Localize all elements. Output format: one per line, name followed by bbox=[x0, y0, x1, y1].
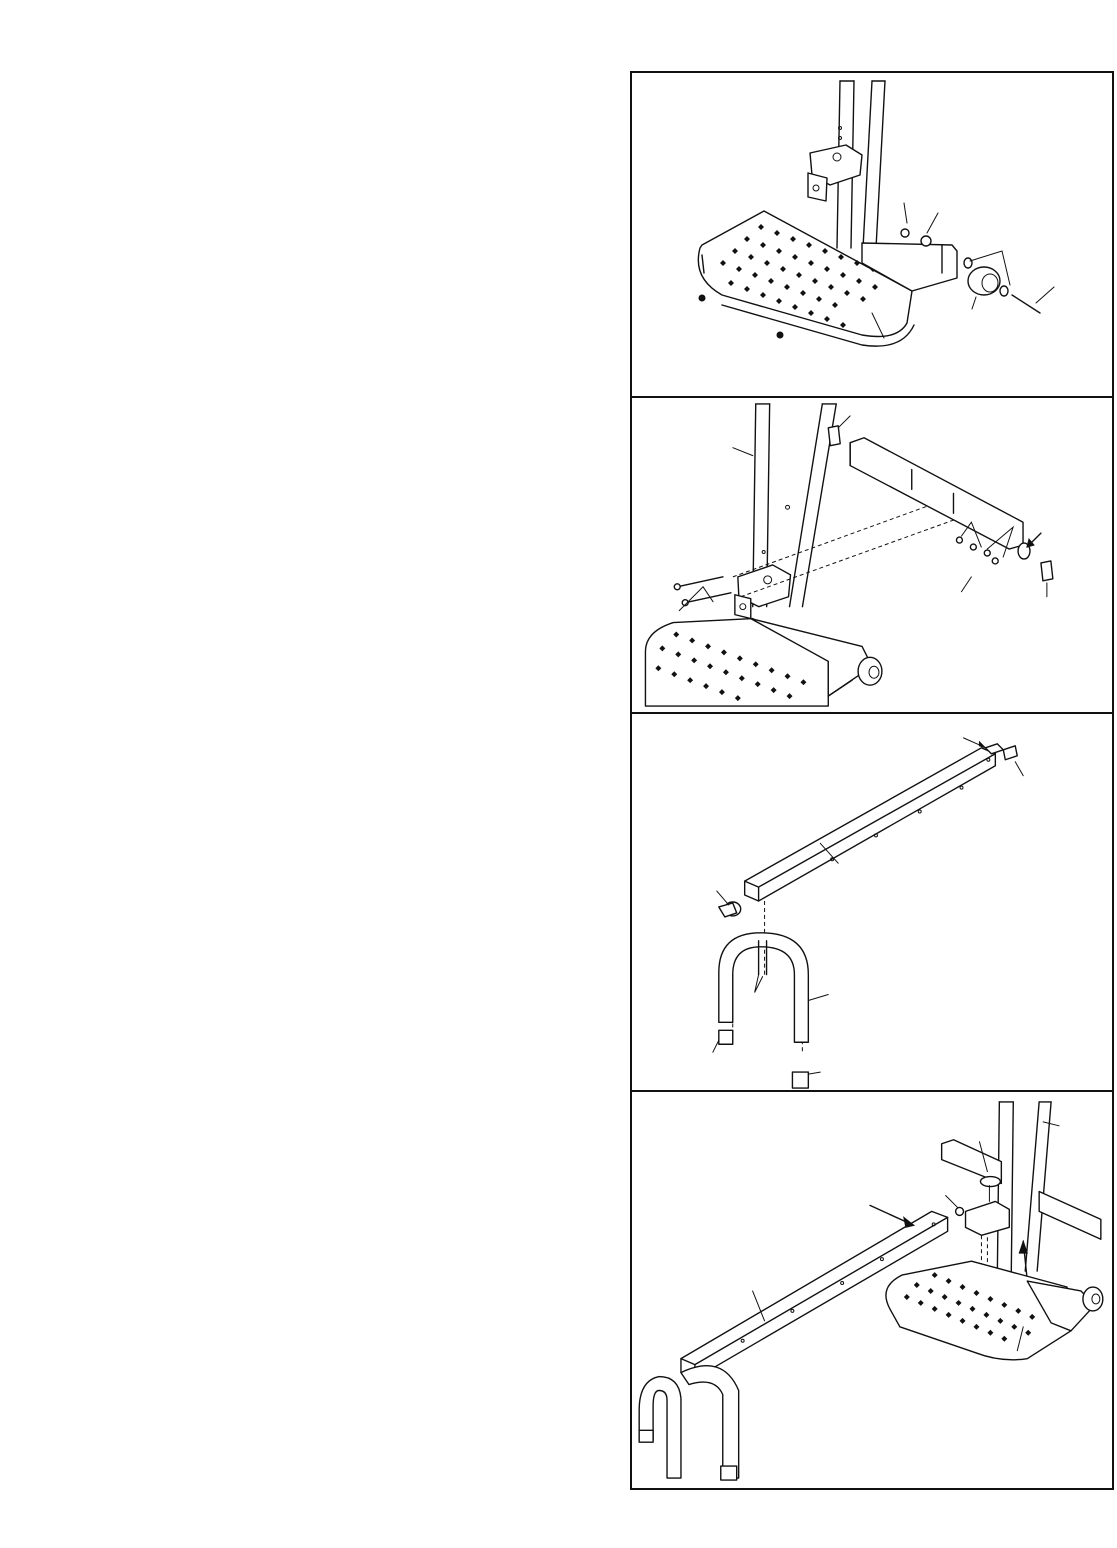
figure-1-drawing bbox=[632, 73, 1112, 396]
figure-1-step-platform-wheel bbox=[632, 73, 1112, 396]
figure-3-drawing bbox=[632, 714, 1112, 1090]
figure-4-drawing bbox=[632, 1092, 1112, 1488]
figure-4-stabilizer-to-frame bbox=[632, 1090, 1112, 1488]
figure-column bbox=[630, 71, 1114, 1490]
figure-3-front-stabilizer bbox=[632, 712, 1112, 1090]
figure-2-crossbar-attachment bbox=[632, 396, 1112, 712]
figure-2-drawing bbox=[632, 398, 1112, 712]
